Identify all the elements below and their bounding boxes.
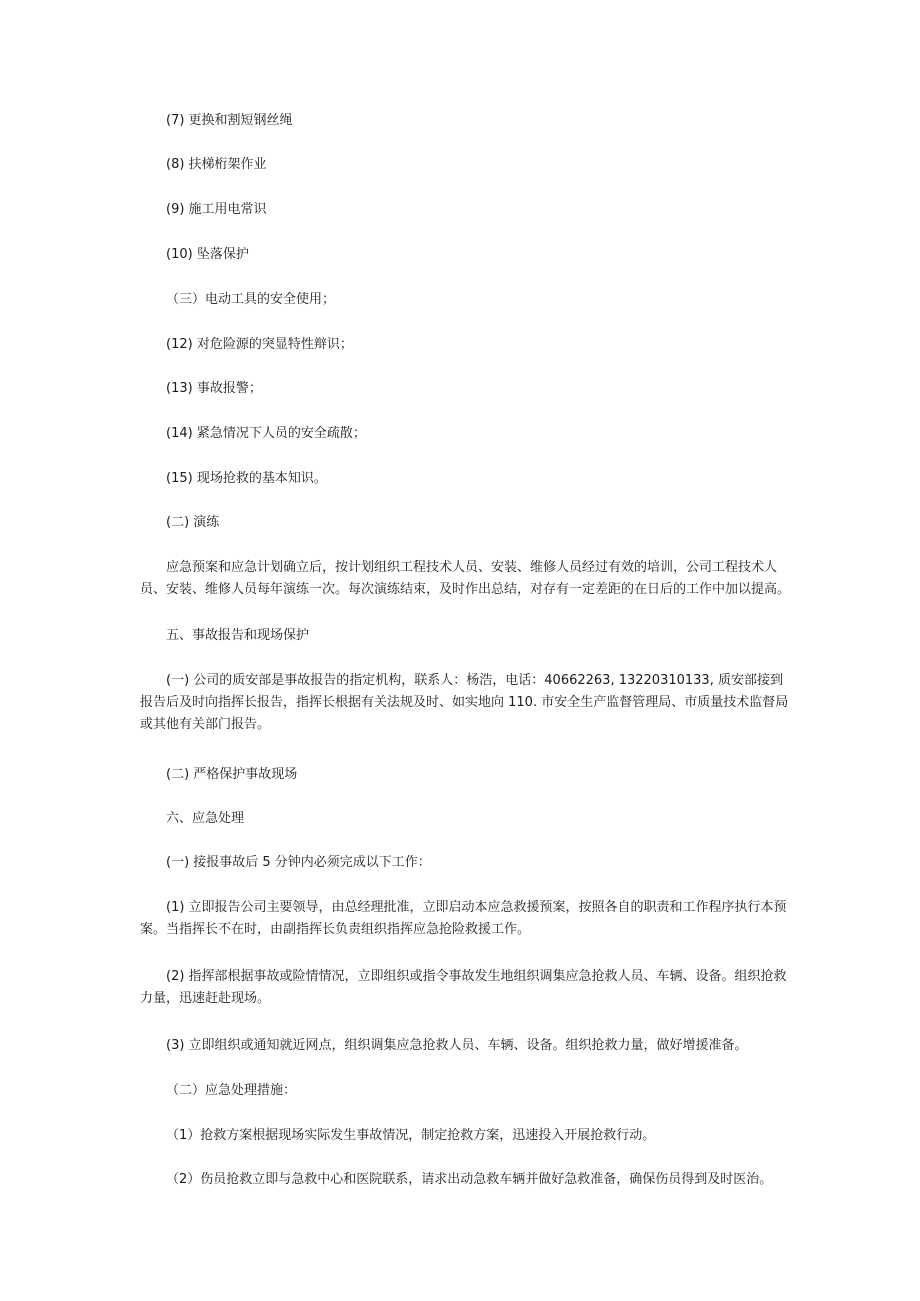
paragraph-item-8: (8) 扶梯桁架作业 <box>166 157 267 172</box>
paragraph-drill-body: 应急预案和应急计划确立后，按计划组织工程技术人员、安装、维修人员经过有效的培训，公司工程技术人员、安装、维修人员每年演练一次。每次演练结束，及时作出总结，对存有一定差距的在日后的工作中加以提高。 <box>140 560 791 597</box>
paragraph-item-14: (14) 紧急情况下人员的安全疏散； <box>166 426 366 441</box>
paragraph-item-10: (10) 坠落保护 <box>166 247 249 262</box>
paragraph-drill-heading: (二) 演练 <box>166 515 220 530</box>
paragraph-protect-scene: (二) 严格保护事故现场 <box>166 767 298 782</box>
paragraph-step-3: (3) 立即组织或通知就近网点，组织调集应急抢救人员、车辆、设备。组织抢救力量，做好增援准备。 <box>166 1038 748 1053</box>
paragraph-5min-heading: (一) 接报事故后 5 分钟内必须完成以下工作： <box>166 855 431 870</box>
paragraph-report-body: (一) 公司的质安部是事故报告的指定机构，联系人：杨浩，电话：40662263, 13220310133, 质安部接到报告后及时向指挥长报告，指挥长根据有关法规及时、如实地向 110. 市安全生产监督管理局、市质量技术监督局或其他有关部门报告。 <box>140 673 789 732</box>
paragraph-measure-1: （1）抢救方案根据现场实际发生事故情况，制定抢救方案，迅速投入开展抢救行动。 <box>166 1128 656 1143</box>
paragraph-item-15: (15) 现场抢救的基本知识。 <box>166 471 327 486</box>
paragraph-step-2: (2) 指挥部根据事故或险情情况，立即组织或指令事故发生地组织调集应急抢救人员、车辆、设备。组织抢救力量，迅速赶赴现场。 <box>140 969 787 1006</box>
paragraph-step-1: (1) 立即报告公司主要领导，由总经理批准，立即启动本应急救援预案，按照各自的职责和工作程序执行本预案。当指挥长不在时，由副指挥长负责组织指挥应急抢险救援工作。 <box>140 900 787 937</box>
paragraph-section-3: （三）电动工具的安全使用； <box>166 292 336 307</box>
section-heading-5: 五、事故报告和现场保护 <box>166 628 310 643</box>
paragraph-measure-2: （2）伤员抢救立即与急救中心和医院联系，请求出动急救车辆并做好急救准备，确保伤员得到及时医治。 <box>166 1172 773 1187</box>
section-heading-6: 六、应急处理 <box>166 811 245 826</box>
paragraph-item-9: (9) 施工用电常识 <box>166 202 267 217</box>
paragraph-item-12: (12) 对危险源的突显特性辩识； <box>166 337 353 352</box>
paragraph-item-13: (13) 事故报警； <box>166 381 262 396</box>
paragraph-measures-heading: （二）应急处理措施： <box>166 1083 297 1098</box>
paragraph-item-7: (7) 更换和割短钢丝绳 <box>166 113 293 128</box>
